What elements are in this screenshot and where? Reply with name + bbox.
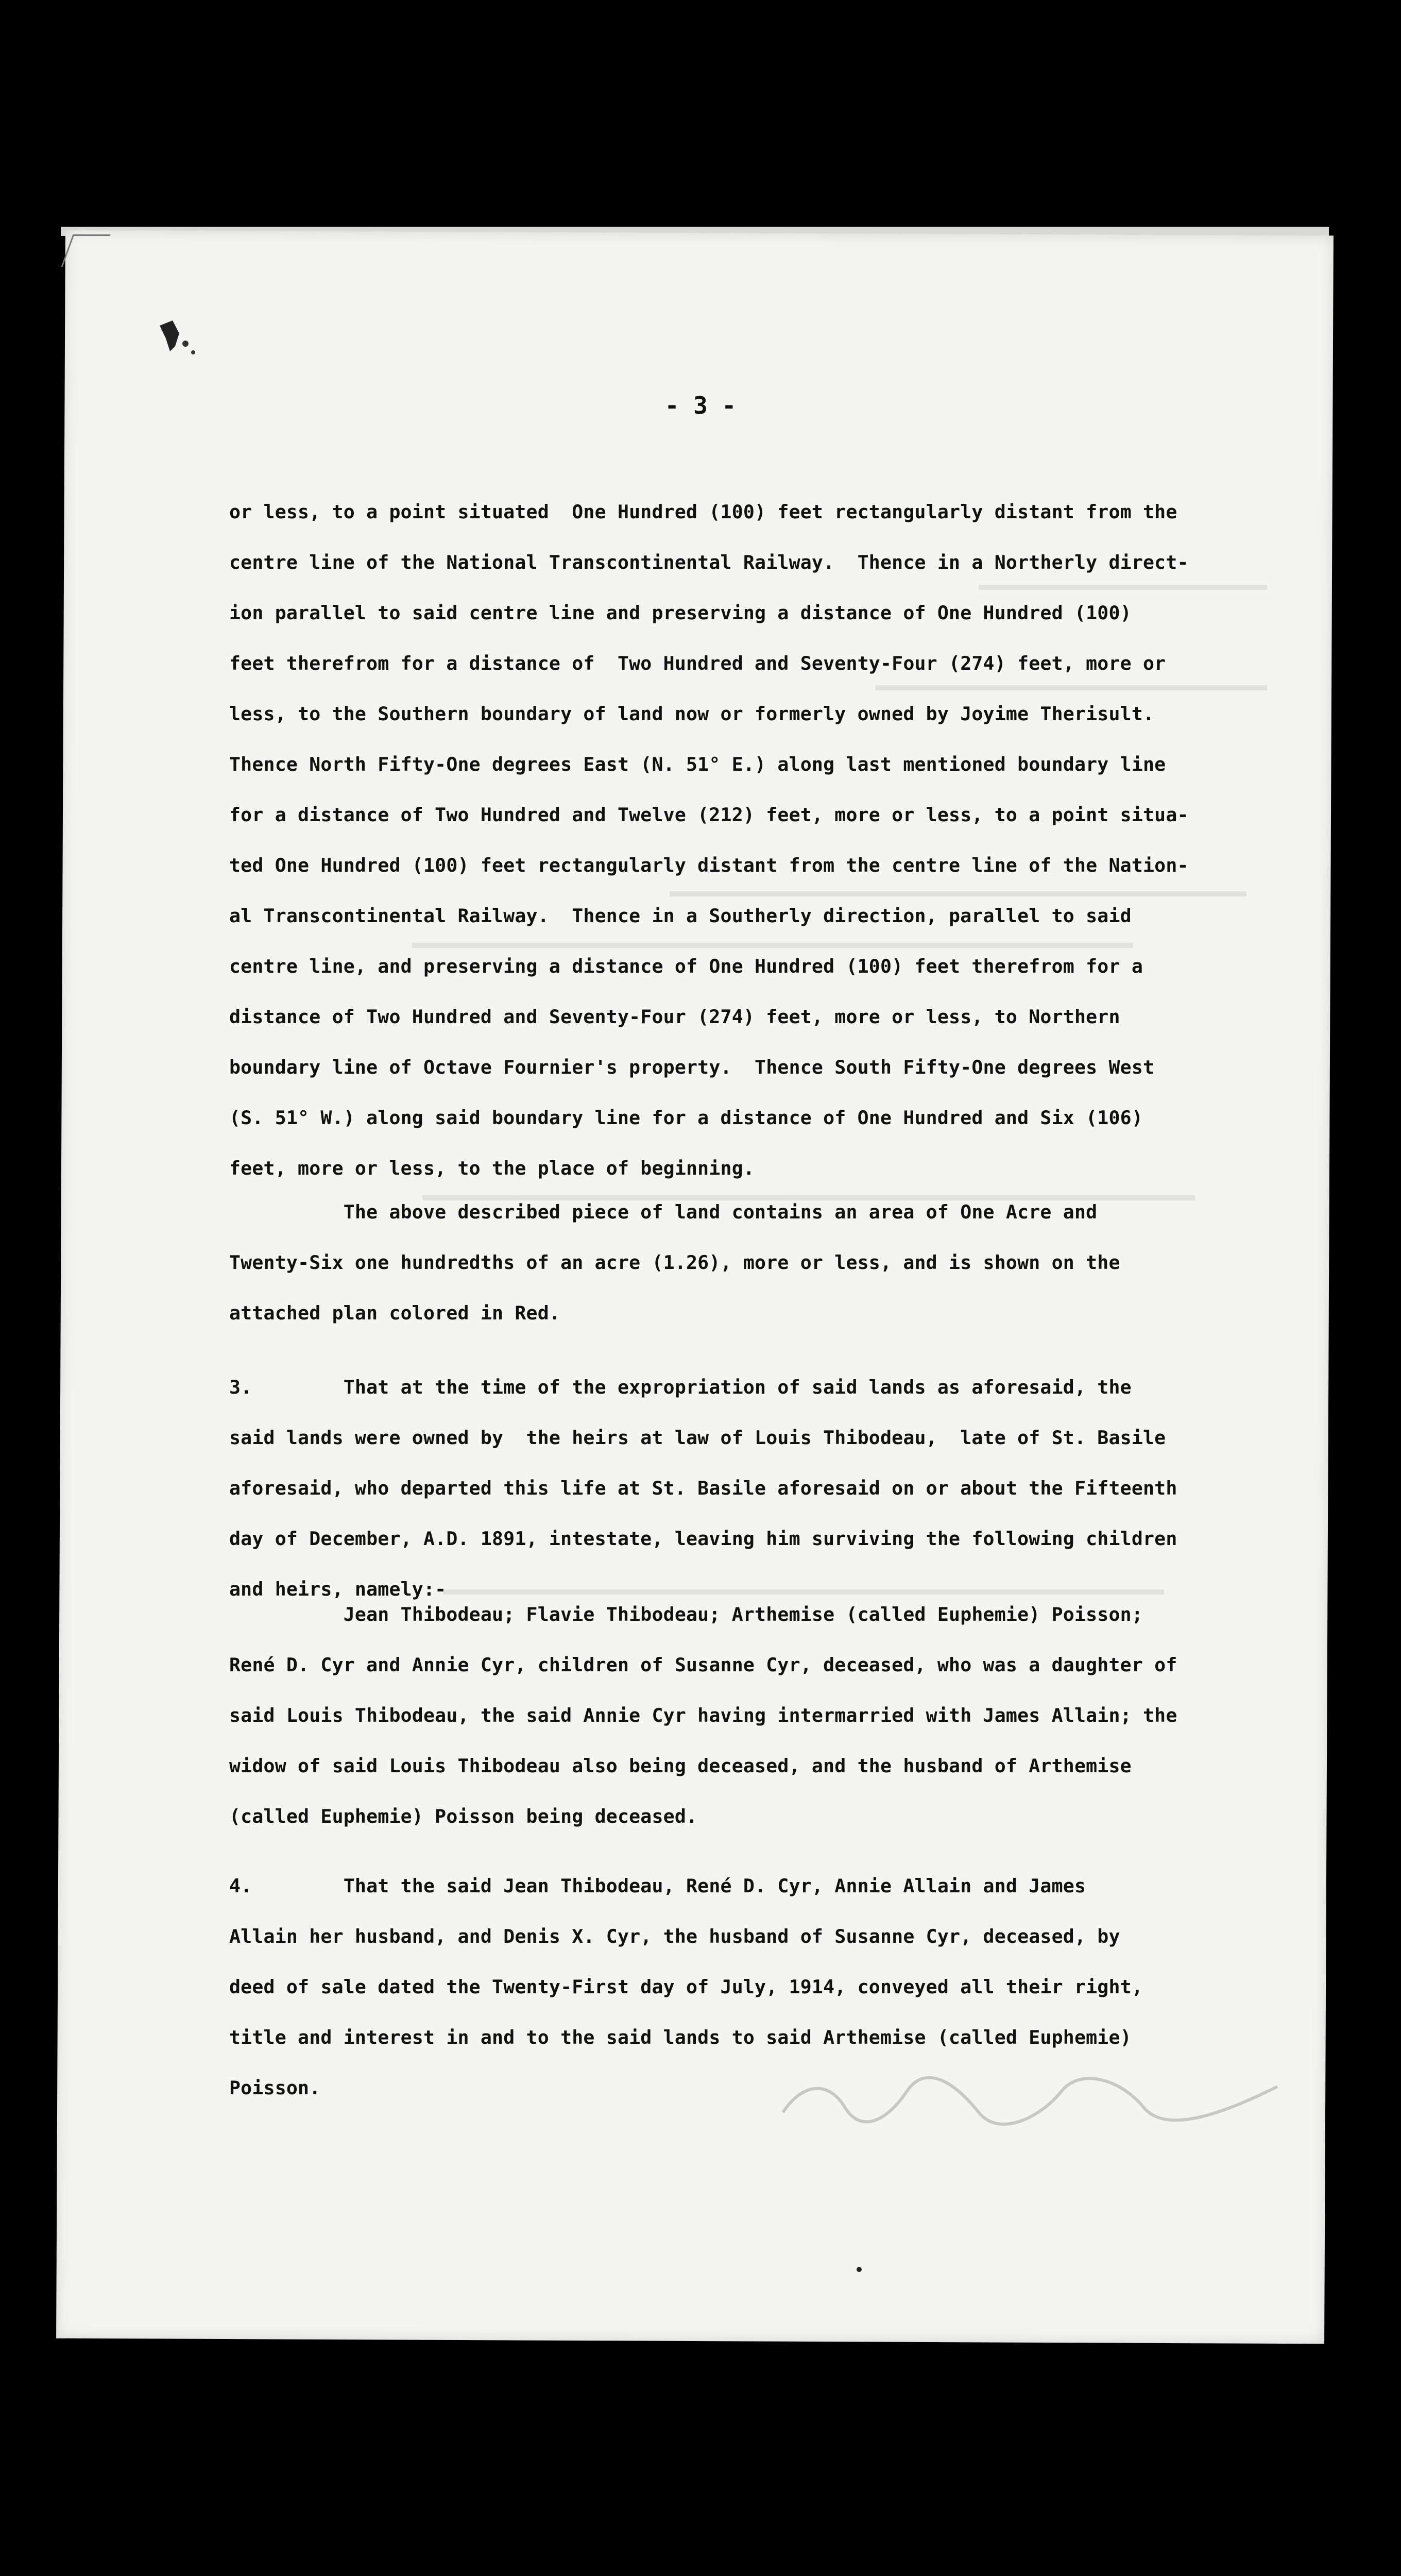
faint-signature — [773, 2071, 1288, 2128]
text-line: title and interest in and to the said lands to said Arthemise (called Euphemie) — [229, 2026, 1132, 2048]
text-line: (S. 51° W.) along said boundary line for a distance of One Hundred and Six (106) — [229, 1107, 1143, 1129]
text-line: said lands were owned by the heirs at law of Louis Thibodeau, late of St. Basile — [229, 1427, 1166, 1449]
boundary-description — [229, 487, 1270, 1194]
text-line: centre line, and preserving a distance of One Hundred (100) feet therefrom for a — [229, 955, 1143, 977]
text-line: Allain her husband, and Denis X. Cyr, the husband of Susanne Cyr, deceased, by — [229, 1925, 1120, 1947]
text-line: widow of said Louis Thibodeau also being deceased, and the husband of Arthemise — [229, 1755, 1132, 1777]
text-line: al Transcontinental Railway. Thence in a Southerly direction, parallel to said — [229, 905, 1132, 927]
heirs-paragraph — [229, 1589, 1270, 1842]
text-line: The above described piece of land contains an area of One Acre and — [229, 1201, 1098, 1223]
text-line: said Louis Thibodeau, the said Annie Cyr having intermarried with James Allain; the — [229, 1704, 1177, 1726]
text-line: ion parallel to said centre line and preserving a distance of One Hundred (100) — [229, 602, 1132, 624]
area-paragraph — [229, 1187, 1270, 1338]
text-line: (called Euphemie) Poisson being deceased. — [229, 1805, 698, 1827]
punch-hole-mark — [155, 315, 201, 362]
text-line: attached plan colored in Red. — [229, 1302, 561, 1324]
text-line: and heirs, namely:- — [229, 1578, 447, 1600]
text-line: ted One Hundred (100) feet rectangularly distant from the centre line of the Nation- — [229, 854, 1189, 876]
text-line: Thence North Fifty-One degrees East (N. 51° E.) along last mentioned boundary line — [229, 753, 1166, 775]
text-line: feet therefrom for a distance of Two Hundred and Seventy-Four (274) feet, more or — [229, 652, 1166, 674]
page-number: - 3 - — [664, 392, 737, 419]
text-line: boundary line of Octave Fournier's property. Thence South Fifty-One degrees West — [229, 1056, 1155, 1078]
text-line: aforesaid, who departed this life at St. Basile aforesaid on or about the Fifteenth — [229, 1477, 1177, 1499]
text-line: centre line of the National Transcontinental Railway. Thence in a Northerly direct- — [229, 551, 1189, 573]
paragraph-3 — [229, 1362, 1270, 1615]
text-line: deed of sale dated the Twenty-First day of July, 1914, conveyed all their right, — [229, 1976, 1143, 1998]
text-line: Twenty-Six one hundredths of an acre (1.26), more or less, and is shown on the — [229, 1251, 1120, 1274]
text-line: René D. Cyr and Annie Cyr, children of Susanne Cyr, deceased, who was a daughter of — [229, 1654, 1177, 1676]
text-line: or less, to a point situated One Hundred (100) feet rectangularly distant from the — [229, 501, 1177, 523]
text-line: 3. That at the time of the expropriation of said lands as aforesaid, the — [229, 1376, 1132, 1398]
text-line: day of December, A.D. 1891, intestate, leaving him surviving the following children — [229, 1528, 1177, 1550]
text-line: feet, more or less, to the place of beginning. — [229, 1157, 755, 1179]
text-line: Poisson. — [229, 2077, 321, 2099]
text-line: for a distance of Two Hundred and Twelve (212) feet, more or less, to a point situa- — [229, 804, 1189, 826]
text-line: 4. That the said Jean Thibodeau, René D. Cyr, Annie Allain and James — [229, 1875, 1086, 1897]
text-line: distance of Two Hundred and Seventy-Four (274) feet, more or less, to Northern — [229, 1006, 1120, 1028]
text-line: less, to the Southern boundary of land now or formerly owned by Joyime Therisult. — [229, 703, 1155, 725]
ink-dot — [857, 2267, 862, 2272]
text-line: Jean Thibodeau; Flavie Thibodeau; Arthemise (called Euphemie) Poisson; — [229, 1603, 1143, 1625]
